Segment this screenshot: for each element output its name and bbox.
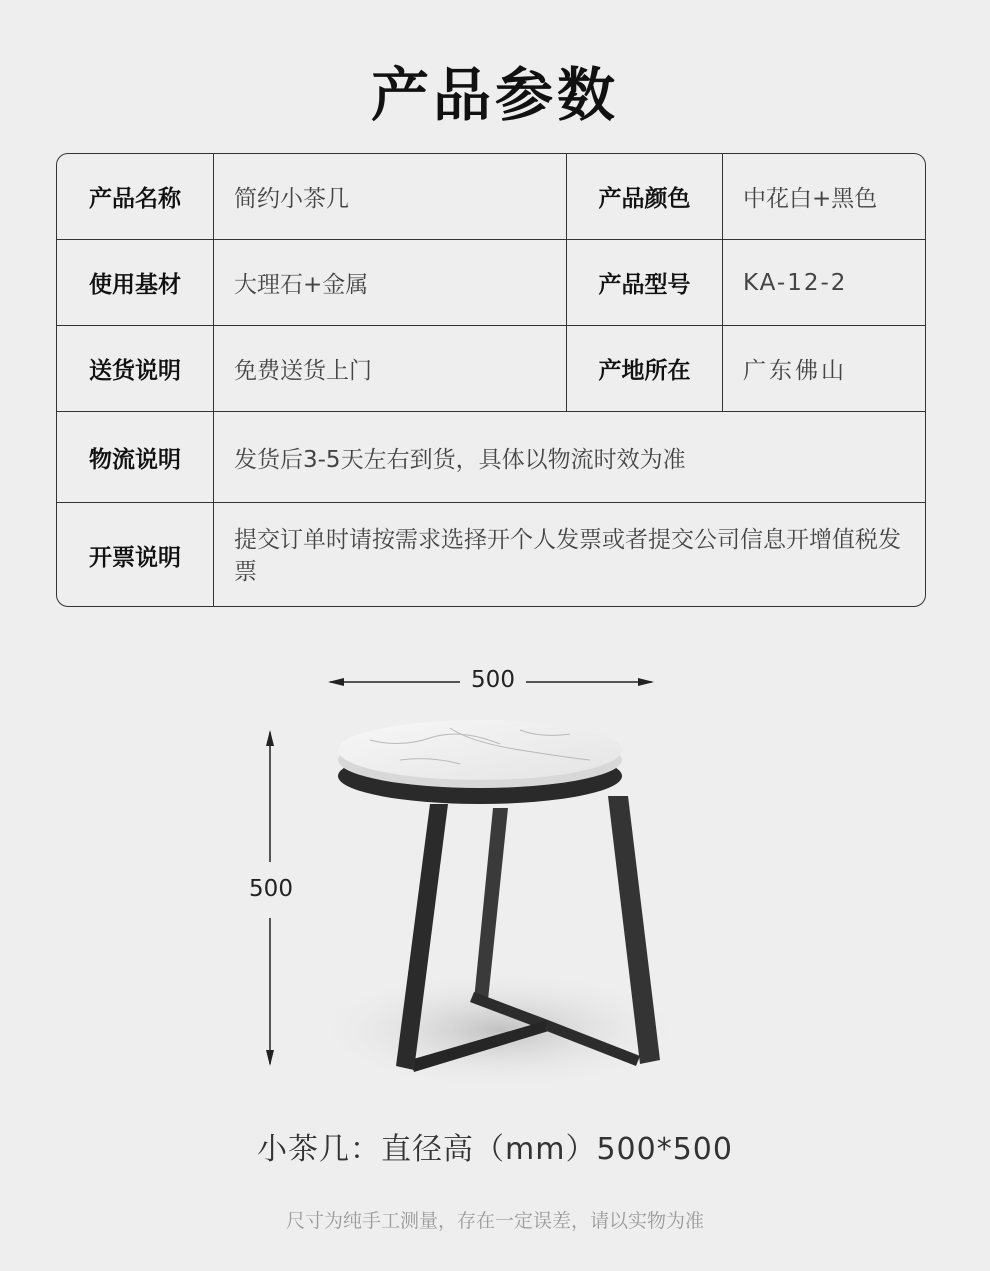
material-value: 大理石+金属: [213, 240, 566, 325]
page-title: 产品参数: [370, 61, 619, 129]
width-label: 500: [471, 667, 515, 693]
invoice-value: 提交订单时请按需求选择开个人发票或者提交公司信息开增值税发票: [213, 503, 926, 607]
measurement-note: 尺寸为纯手工测量，存在一定误差，请以实物为准: [285, 1210, 704, 1232]
logistics-label: 物流说明: [89, 446, 181, 473]
color-label: 产品颜色: [566, 154, 722, 239]
color-value: 中花白+黑色: [722, 154, 926, 239]
origin-value: 广东佛山: [722, 326, 926, 411]
delivery-value: 免费送货上门: [213, 326, 566, 411]
delivery-label: 送货说明: [89, 358, 181, 384]
dimension-caption: 小茶几：直径高（mm）500*500: [257, 1132, 733, 1167]
marble-table-top: [338, 720, 622, 780]
name-label: 产品名称: [89, 186, 181, 212]
invoice-label: 开票说明: [89, 545, 181, 571]
width-dimension: [328, 667, 654, 697]
model-value: KA-12-2: [722, 240, 926, 325]
name-value: 简约小茶几: [213, 154, 566, 239]
height-label: 500: [249, 876, 293, 902]
origin-label: 产地所在: [566, 326, 722, 411]
material-label: 使用基材: [89, 272, 181, 298]
model-label: 产品型号: [566, 240, 722, 325]
logistics-value: 发货后3-5天左右到货，具体以物流时效为准: [213, 412, 926, 502]
